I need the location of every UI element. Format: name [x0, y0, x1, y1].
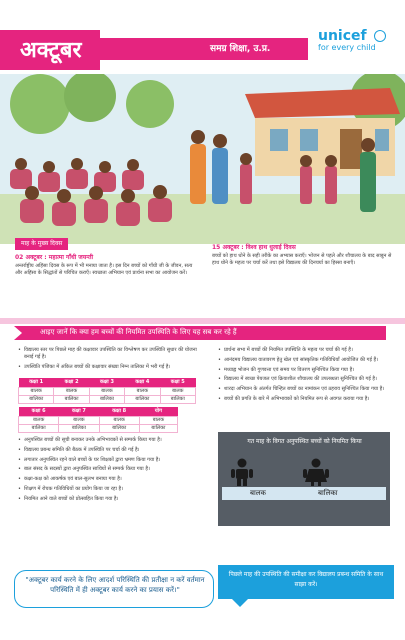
table-cell: बालिका: [54, 395, 89, 403]
question-banner-text: आइए जानें कि क्या हम बच्चों की नियमित उपस्थिति के लिए यह सब कर रहे हैं: [40, 328, 237, 336]
table-header: योग: [139, 407, 177, 416]
table-cell: बालिका: [89, 395, 124, 403]
table-cell: बालक: [59, 416, 99, 424]
month-title-box: [0, 30, 100, 70]
list-item: • उपस्थिति पंजिका में अंकित बच्चों की कक्षावार संख्या निम्न तालिका में भरी गई है।: [18, 364, 198, 371]
list-item: • शिक्षण में रोचक गतिविधियों का प्रयोग किया जा रहा है।: [18, 486, 200, 493]
list-item: • प्रार्थना सभा में बच्चों की नियमित उपस्थिति के महत्व पर चर्चा की गई है।: [218, 347, 390, 354]
legend-boys: बालक: [250, 489, 266, 497]
table-cell: बालक: [160, 387, 195, 395]
table-cell: बालक: [54, 387, 89, 395]
attendance-legend-bar: [222, 487, 386, 500]
event-body: अन्तर्राष्ट्रीय अहिंसा दिवस के रूप में भी मनाया जाता है। इस दिन बच्चों को गाँधी जी के जीवन, सत्य और अहिंसा के सिद्धांतों से परिचित कराएँ। स्वच्छता अभियान एवं प्रार्थना सभा का आयोजन करें।: [15, 263, 193, 276]
globe-icon: [374, 30, 386, 42]
table-header-row: [19, 378, 196, 387]
table-cell: बालक: [139, 416, 177, 424]
table-cell: बालिका: [160, 395, 195, 403]
boy-icon: [231, 459, 253, 487]
list-item: • आनंदमय विद्यालय वातावरण हेतु खेल एवं सांस्कृतिक गतिविधियाँ आयोजित की गई हैं।: [218, 357, 390, 364]
table-header: कक्षा 3: [89, 378, 124, 387]
list-item: • अनुपस्थित बच्चों की सूची बनाकर उनके अभिभावकों से सम्पर्क किया गया है।: [18, 437, 200, 444]
section-divider: [0, 318, 405, 324]
event-title: 15 अक्टूबर : विश्व हाथ धुलाई दिवस: [212, 244, 296, 251]
logo-tagline: for every child: [318, 43, 376, 52]
event-body: बच्चों को हाथ धोने के सही तरीके का अभ्यास कराएँ। भोजन से पहले और शौचालय के बाद साबुन से हाथ धोने के महत्व पर चर्चा करें तथा इसे विद्यालय की दिनचर्या का हिस्सा बनाएँ।: [212, 253, 392, 266]
list-item: • विद्यालय स्तर पर पिछले माह की कक्षावार उपस्थिति का विश्लेषण कर उपस्थिति सुधार की योजना बनाई गई है।: [18, 347, 198, 361]
event-gandhi-jayanti: [15, 254, 195, 277]
note-text: पिछले माह की उपस्थिति की समीक्षा कर विद्यालय प्रबन्ध समिति के साथ साझा करें।: [228, 571, 384, 588]
list-item: • विद्यालय प्रबन्ध समिति की बैठक में उपस्थिति पर चर्चा की गई है।: [18, 447, 200, 454]
list-item: • नियमित आने वाले बच्चों को प्रोत्साहित किया गया है।: [18, 496, 200, 503]
table-cell: बालक: [125, 387, 160, 395]
table-row: [19, 387, 196, 395]
table-cell: बालिका: [19, 395, 54, 403]
callout-tail: [232, 599, 248, 607]
table-header: कक्षा 4: [125, 378, 160, 387]
department-name: समग्र शिक्षा, उ.प्र.: [210, 44, 271, 54]
girl-icon: [303, 459, 329, 487]
table-header: कक्षा 7: [59, 407, 99, 416]
list-item: • बाल संसद के सदस्यों द्वारा अनुपस्थित साथियों से सम्पर्क किया गया है।: [18, 466, 200, 473]
classroom-illustration: [0, 74, 405, 244]
table-row: [19, 416, 178, 424]
illustration-scene: [0, 74, 405, 244]
legend-girls: बालिका: [318, 489, 338, 497]
table-cell: बालिका: [19, 424, 59, 432]
table-header: कक्षा 8: [99, 407, 139, 416]
table-cell: बालक: [19, 416, 59, 424]
list-item: • शारदा अभियान के अंतर्गत चिन्हित बच्चों का नामांकन एवं ठहराव सुनिश्चित किया गया है।: [218, 386, 390, 393]
checklist-left-top: [18, 347, 198, 373]
table-header: कक्षा 5: [160, 378, 195, 387]
logo-wordmark: unicef: [318, 28, 367, 44]
children-figures: [228, 458, 378, 486]
table-row: [19, 395, 196, 403]
table-header: कक्षा 2: [54, 378, 89, 387]
quote-text: "अक्टूबर कार्य करने के लिए आदर्श परिस्थिति की प्रतीक्षा न करें वर्तमान परिस्थिति में ही अक्टूबर कार्य करने का प्रयास करें।": [25, 576, 205, 594]
list-item: • विद्यालय में स्वच्छ पेयजल एवं क्रियाशील शौचालय की उपलब्धता सुनिश्चित की गई है।: [218, 376, 390, 383]
page-header: [0, 0, 405, 74]
month-title: अक्टूबर: [20, 38, 82, 63]
event-handwashing-day: [212, 244, 392, 267]
table-row: [19, 424, 178, 432]
list-item: • बच्चों की प्रगति के बारे में अभिभावकों को नियमित रूप से अवगत कराया गया है।: [218, 396, 390, 403]
table-header: कक्षा 6: [19, 407, 59, 416]
page-footer: [0, 614, 405, 640]
list-item: • कक्षा-कक्ष को आकर्षक एवं बाल-सुलभ बनाया गया है।: [18, 476, 200, 483]
checklist-left-bottom: [18, 437, 200, 506]
attendance-box-title: गत माह के विगत अनुपस्थित बच्चों को नियमित किया: [247, 438, 362, 445]
table-cell: बालिका: [125, 395, 160, 403]
event-title: 02 अक्टूबर : महात्मा गाँधी जयन्ती: [15, 254, 94, 261]
list-item: • लगातार अनुपस्थित रहने वाले बच्चों के घर शिक्षकों द्वारा भ्रमण किया गया है।: [18, 457, 200, 464]
table-cell: बालक: [19, 387, 54, 395]
main-days-heading: माह के मुख्य दिवस: [15, 238, 68, 250]
unicef-logo: [318, 28, 398, 66]
class-attendance-table-1: [18, 378, 196, 404]
table-cell: बालिका: [99, 424, 139, 432]
table-header-row: [19, 407, 178, 416]
class-attendance-table-2: [18, 407, 178, 433]
list-item: • मध्याह्न भोजन की गुणवत्ता एवं समय पर वितरण सुनिश्चित किया गया है।: [218, 367, 390, 374]
banner-arrow-icon: [14, 326, 22, 340]
header-band: [100, 38, 308, 60]
table-cell: बालक: [99, 416, 139, 424]
table-cell: बालक: [89, 387, 124, 395]
table-cell: बालिका: [59, 424, 99, 432]
table-cell: बालिका: [139, 424, 177, 432]
table-header: कक्षा 1: [19, 378, 54, 387]
checklist-right: [218, 347, 390, 406]
